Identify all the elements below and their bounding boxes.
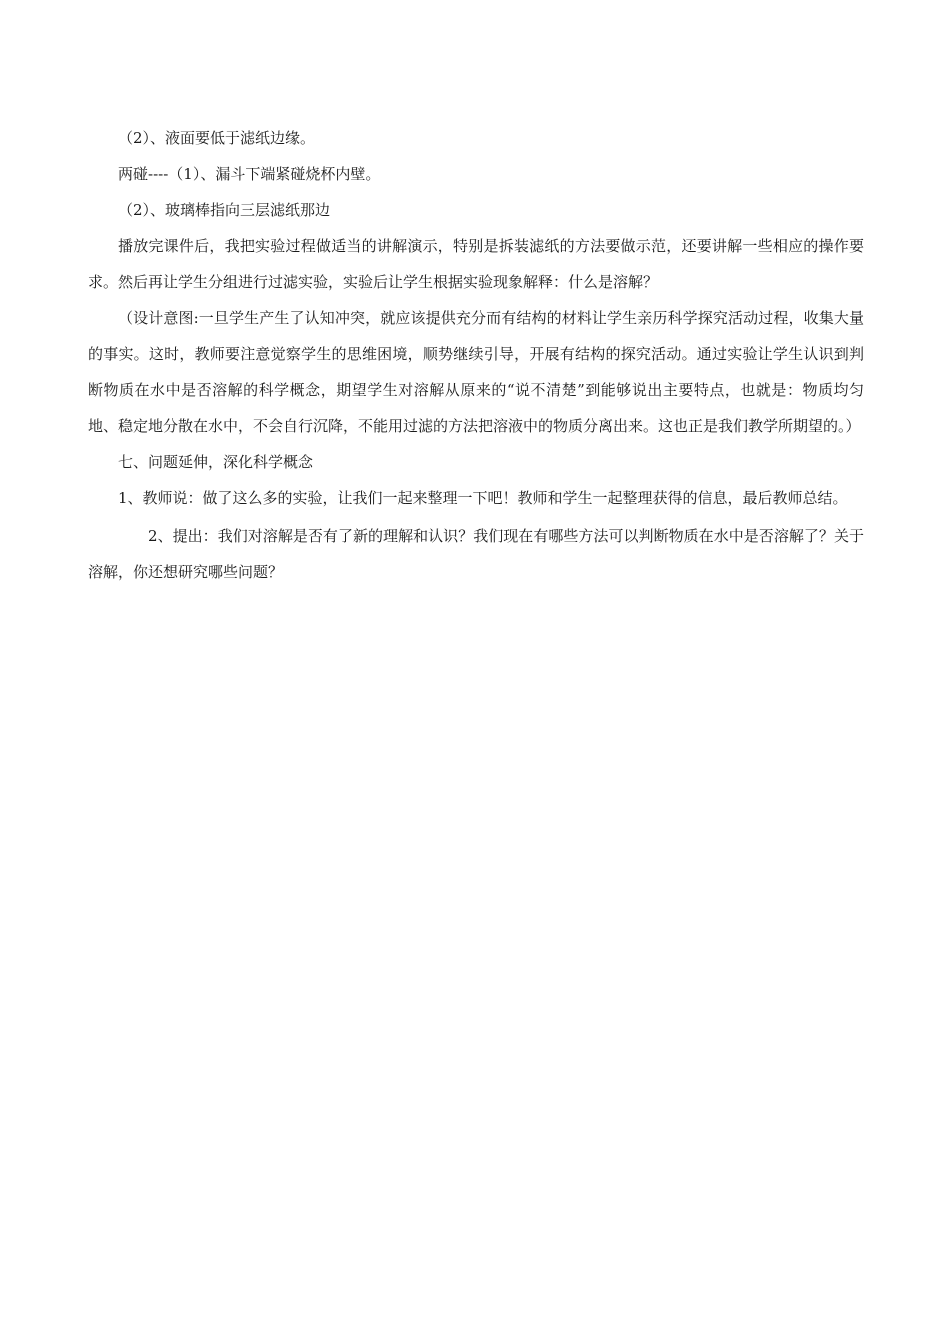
section-heading-seven: 七、问题延伸，深化科学概念 — [118, 453, 314, 471]
paragraph-teacher-summary: 1、教师说：做了这么多的实验，让我们一起来整理一下吧！教师和学生一起整理获得的信息，最后教师总结。 — [118, 489, 848, 507]
paragraph-liquid-level: （2）、液面要低于滤纸边缘。 — [118, 129, 316, 147]
paragraph-courseware: 播放完课件后，我把实验过程做适当的讲解演示，特别是拆装滤纸的方法要做示范，还要讲解一些相应的操作要求。然后再让学生分组进行过滤实验，实验后让学生根据实验现象解释：什么是溶解？ — [88, 237, 864, 291]
paragraph-questions: 2、提出：我们对溶解是否有了新的理解和认识？我们现在有哪些方法可以判断物质在水中是否溶解了？关于溶解，你还想研究哪些问题？ — [88, 527, 864, 581]
paragraph-design-intent: （设计意图:一旦学生产生了认知冲突，就应该提供充分而有结构的材料让学生亲历科学探究活动过程，收集大量的事实。这时，教师要注意觉察学生的思维困境，顺势继续引导，开展有结构的探究活动。通过实验让学生认识到判断物质在水中是否溶解的科学概念，期望学生对溶解从原来的“说不清楚”到能够说出主要特点，也就是：物质均匀地、稳定地分散在水中，不会自行沉降，不能用过滤的方法把溶液中的物质分离出来。这也正是我们教学所期望的。） — [88, 309, 864, 435]
paragraph-two-touch: 两碰----（1）、漏斗下端紧碰烧杯内壁。 — [118, 165, 381, 183]
document-body — [88, 120, 864, 590]
paragraph-glass-rod: （2）、玻璃棒指向三层滤纸那边 — [118, 201, 331, 219]
